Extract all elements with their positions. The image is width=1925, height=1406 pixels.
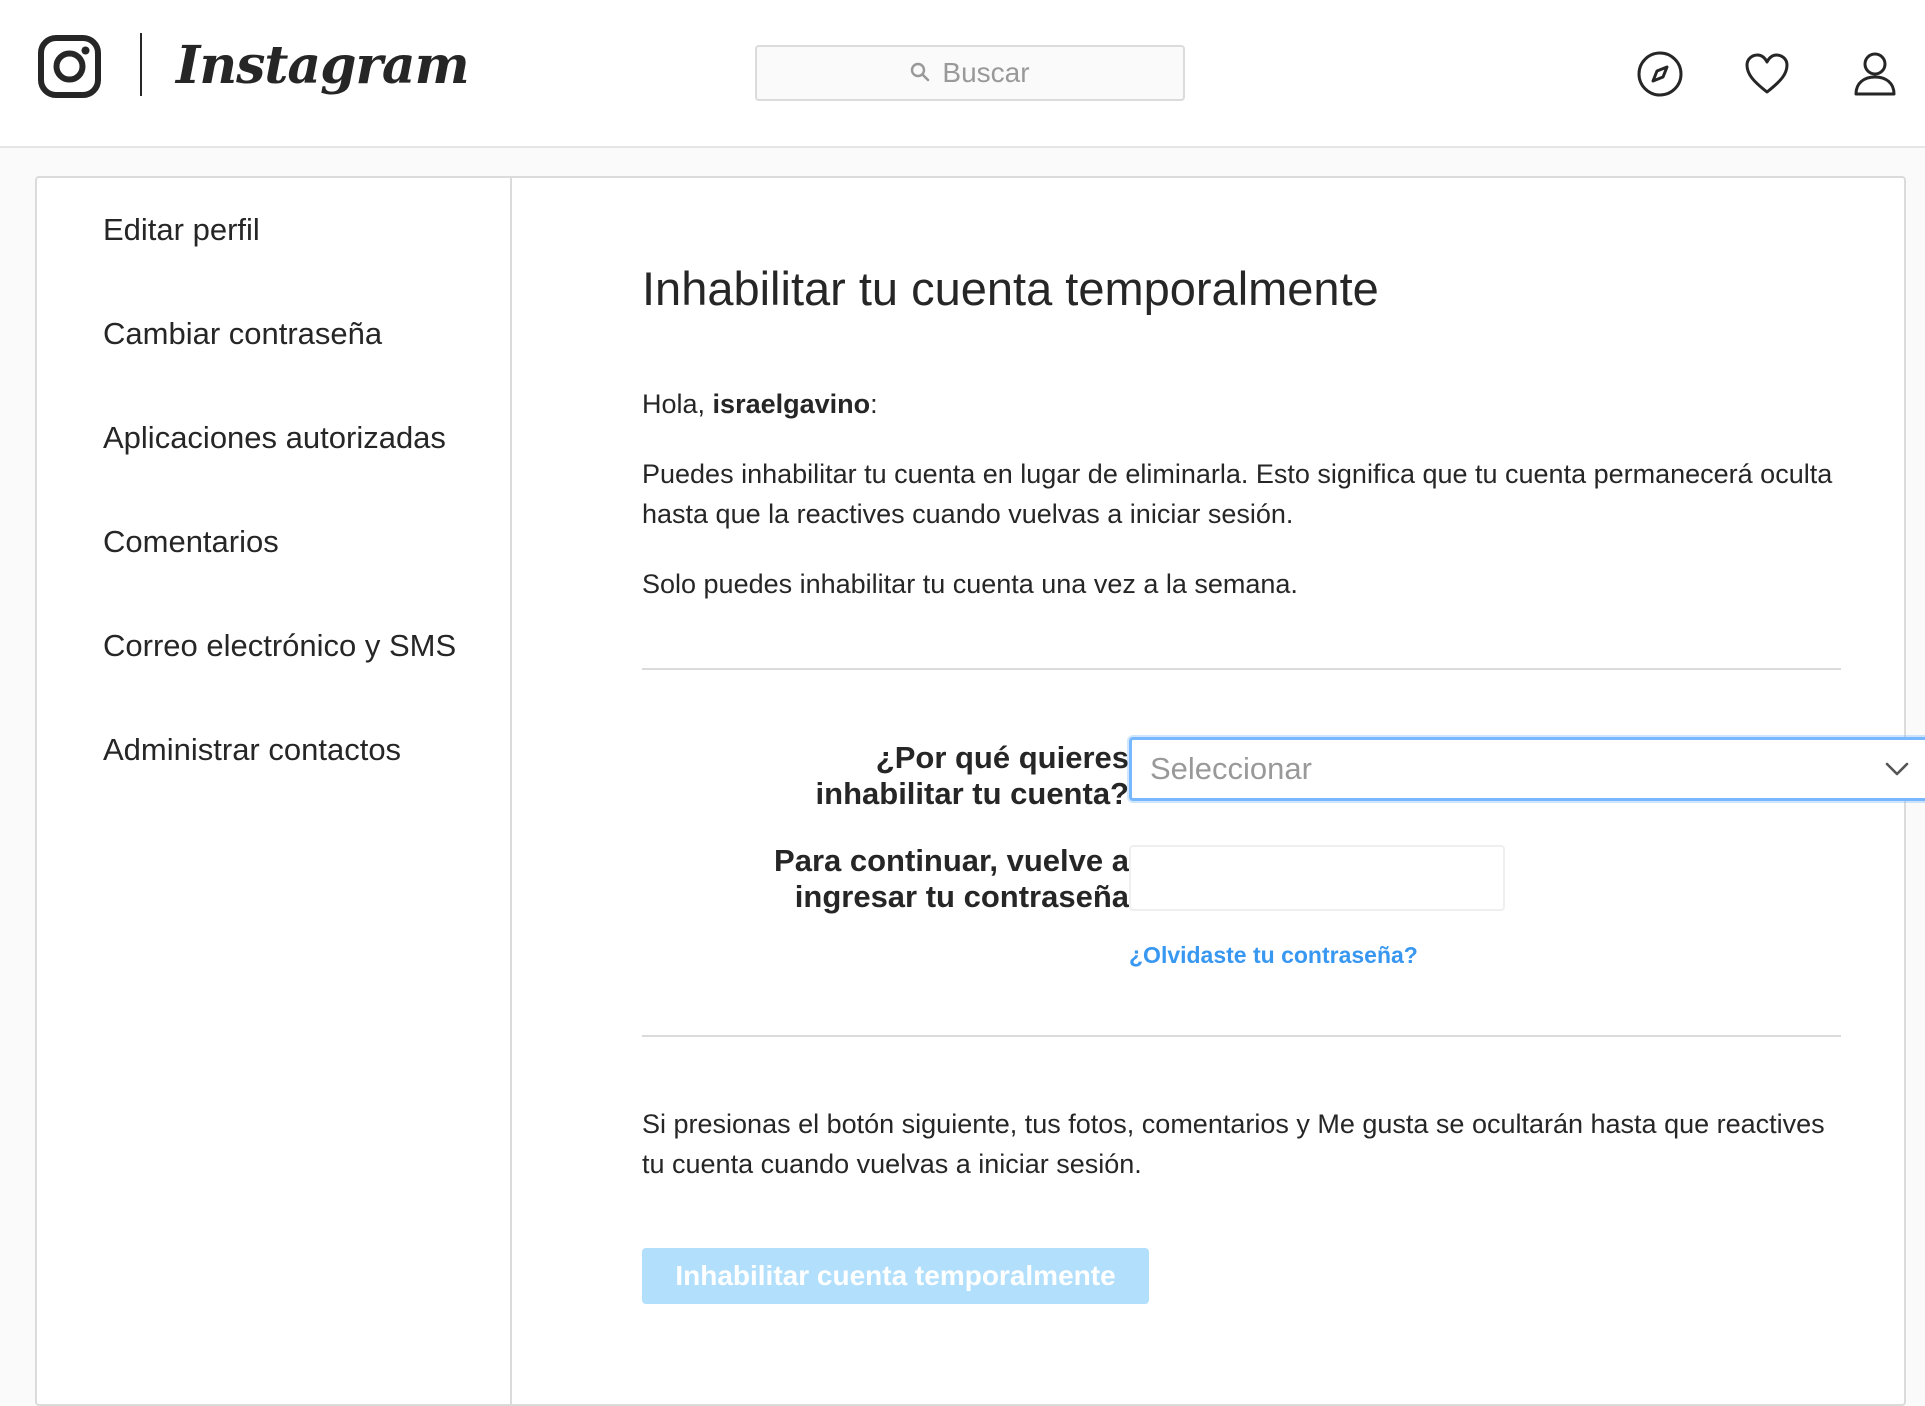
sidebar-item-email-sms[interactable]: Correo electrónico y SMS: [103, 628, 457, 663]
search-icon: [910, 57, 930, 89]
reason-label-line2: inhabilitar tu cuenta?: [815, 776, 1129, 811]
divider: [642, 1035, 1841, 1037]
top-nav: [0, 0, 1925, 148]
greeting: [642, 384, 1842, 424]
password-label: [709, 843, 1129, 915]
forgot-password-link[interactable]: ¿Olvidaste tu contraseña?: [1129, 942, 1418, 968]
page-title: Inhabilitar tu cuenta temporalmente: [642, 262, 1379, 315]
username: israelgavino: [712, 389, 871, 419]
sidebar-item-manage-contacts[interactable]: Administrar contactos: [103, 732, 402, 767]
password-field[interactable]: [1129, 845, 1505, 911]
instagram-wordmark[interactable]: Instagram: [176, 35, 469, 96]
search-placeholder: Buscar: [942, 57, 1030, 88]
weekly-limit-text: Solo puedes inhabilitar tu cuenta una vez a la semana.: [642, 569, 1298, 599]
warning-text: Si presionas el botón siguiente, tus fotos, comentarios y Me gusta se ocultarán hasta que reactives tu cuenta cuando vuelvas a iniciar sesión.: [642, 1109, 1825, 1179]
instagram-camera-icon[interactable]: [38, 35, 101, 98]
reason-label-line1: ¿Por qué quieres: [875, 740, 1129, 775]
greeting-prefix: Hola,: [642, 389, 713, 419]
disable-account-panel: [512, 178, 1904, 1404]
sidebar-item-change-password[interactable]: Cambiar contraseña: [103, 316, 383, 351]
reason-select[interactable]: [1129, 737, 1925, 801]
settings-card: [35, 176, 1906, 1406]
divider: [642, 668, 1841, 670]
explanation-text: Puedes inhabilitar tu cuenta en lugar de eliminarla. Esto significa que tu cuenta permanecerá oculta hasta que la reactives cuando vuelvas a iniciar sesión.: [642, 459, 1833, 529]
search-input[interactable]: [755, 45, 1185, 101]
logo-divider: [140, 33, 142, 96]
greeting-suffix: :: [870, 389, 878, 419]
sidebar-item-edit-profile[interactable]: Editar perfil: [103, 212, 260, 247]
compass-icon[interactable]: [1636, 50, 1684, 98]
profile-icon[interactable]: [1851, 50, 1899, 98]
disable-account-button[interactable]: Inhabilitar cuenta temporalmente: [642, 1248, 1149, 1304]
password-label-line2: ingresar tu contraseña: [794, 879, 1129, 914]
reason-select-value: Seleccionar: [1150, 751, 1312, 786]
settings-sidebar: [37, 178, 512, 1404]
sidebar-item-authorized-apps[interactable]: Aplicaciones autorizadas: [103, 420, 446, 455]
reason-label: [709, 740, 1129, 812]
sidebar-item-comments[interactable]: Comentarios: [103, 524, 279, 559]
password-label-line1: Para continuar, vuelve a: [774, 843, 1129, 878]
heart-icon[interactable]: [1743, 50, 1791, 98]
chevron-down-icon: [1884, 760, 1910, 778]
